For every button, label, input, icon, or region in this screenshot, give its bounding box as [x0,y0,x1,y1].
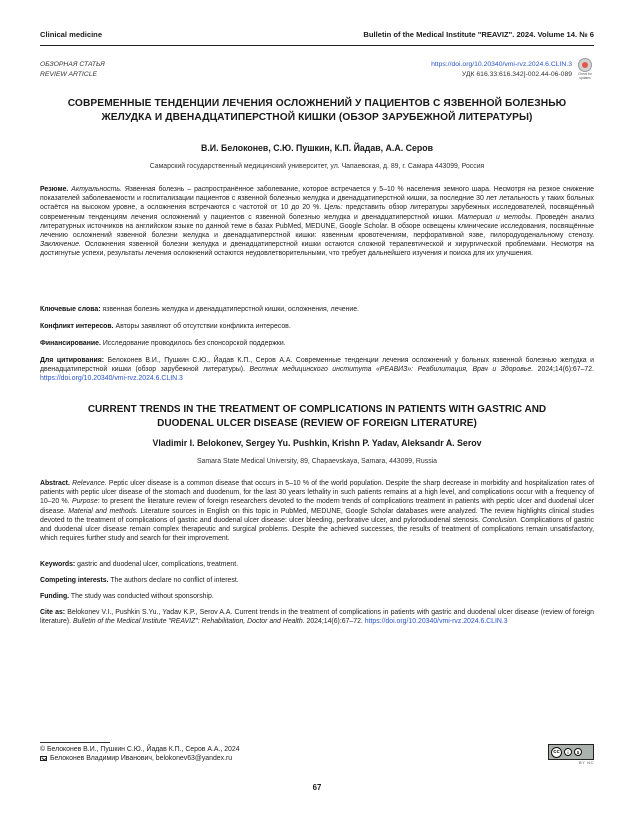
keywords-en: Keywords: gastric and duodenal ulcer, complications, treatment. [40,561,239,568]
article-identifiers [431,60,572,79]
check-for-updates-icon [578,58,592,72]
keywords-ru: Ключевые слова: язвенная болезнь желудка и двенадцатиперстной кишки, осложнения, лечение. [40,306,360,313]
udk-code: УДК 616.33:616.342]-002.44-06-089 [461,70,572,78]
journal-section: Clinical medicine [40,30,103,39]
check-for-updates-badge[interactable] [576,58,594,82]
authors-ru: В.И. Белоконев, С.Ю. Пушкин, К.П. Йадав, А.А. Серов [201,143,433,153]
citation-en: Cite as: Belokonev V.I., Pushkin S.Yu., Yadav K.P., Serov A.A. Current trends in the treatment of complications in patients with gastric and duodenal ulcer disease (review of foreign literature). Bulletin of the Medical Institute "REAVIZ": Rehabilitation, Doctor and Health. 2024;14(6):67–72. https://doi.org/10.20340/vmi-rvz.2024.6.CLIN.3 [40,609,594,626]
citation-ru: Для цитирования: Белоконев В.И., Пушкин С.Ю., Йадав К.П., Серов А.А. Современные тенденции лечения осложнений у больных язвенной болезнью желудка и двенадцатиперстной кишки (обзор зарубежной литературы). Вестник медицинского института «РЕАВИЗ»: Реабилитация, Врач и Здоровье. 2024;14(6):67–72. https://doi.org/10.20340/vmi-rvz.2024.6.CLIN.3 [40,357,595,383]
noncommercial-icon: $ [574,748,582,756]
corresponding-author-email[interactable]: Белоконев Владимир Иванович, belokonev63@yandex.ru [50,755,233,762]
citation-doi-link-en[interactable]: https://doi.org/10.20340/vmi-rvz.2024.6.CLIN.3 [364,618,508,626]
funding-ru: Финансирование. Исследование проводилось без спонсорской поддержки. [40,340,286,347]
check-for-updates-label: Check for updates [578,72,592,80]
cc-license-label: BY NC [579,761,594,765]
envelope-icon [40,756,47,761]
abstract-ru: Резюме. Актуальность. Язвенная болезнь – распространённое заболевание, которое встречается у 5–10 % населения земного шара. Несмотря на резкое снижение показателей заболеваемости и госпитализации пациентов с язвенной болезнью желудка и двенадцатиперстной кишки, за последние 30 лет летальность у таких больных остаётся на высоком уровне, а осложнения встречаются с частотой от 10 до 20 %. Цель: представить обзор литературы зарубежных исследователей, посвящённый современным тенденциям лечения осложнений у пациентов с язвенной болезнью желудка и двенадцатиперстной кишки. Материал и методы. Проведён анализ литературных источников на английском языке по данной теме в базах PubMed, MEDUNE, Google Scholar. В обзоре освещены клинические исследования, посвящённые лечению осложнений язвенной болезни желудка и двенадцатиперстной кишки: язвенным кровотечениям, перфоративной язве, пилородуоденальному стенозу. Заключение. Осложнения язвенной болезни желудка и двенадцатиперстной кишки остаются сложной терапевтической и хирургической проблемами. Несмотря на достигнутые успехи, результаты лечения осложнений остаются неудовлетворительными, что требует дальнейшего изучения и поиска для их улучшения. [40,186,595,258]
abstract-en: Abstract. Relevance. Peptic ulcer disease is a common disease that occurs in 5–10 % of the world population. Despite the sharp decrease in morbidity and hospitalization rates of patients with peptic ulcer disease of the stomach and duodenum, for the last 30 years lethality in such patients remains at a high level, and complications occur with a frequency of 10–20 %. Purpose: to present the literature review of foreign researchers devoted to the modern trends of complications treatment in patients with peptic ulcer and duodenal ulcer disease. Material and methods. Literature sources in English on this topic in PubMed, MEDUNE, Google Scholar databases were analyzed. The review highlights clinical studies devoted to the treatment of complications of gastric and duodenal ulcer disease: ulcer bleeding, perforative ulcer, and pyloroduodenal stenosis. Conclusion. Complications of gastric and duodenal ulcer disease remain complex therapeutic and surgical problems. Despite the achieved successes, the results of treatment of complications remain unsatisfactory, which requires further study and search for their improvement. [40,480,594,543]
citation-doi-link-ru[interactable]: https://doi.org/10.20340/vmi-rvz.2024.6.CLIN.3 [40,375,183,383]
attribution-icon: i [564,748,572,756]
article-title-en: CURRENT TRENDS IN THE TREATMENT OF COMPLICATIONS IN PATIENTS WITH GASTRIC AND DUODENAL ULCER DISEASE (REVIEW OF FOREIGN LITERATURE) [87,404,547,429]
cc-icon: cc [551,747,562,758]
header-divider [40,45,594,46]
competing-interests-en: Competing interests. The authors declare no conflict of interest. [40,577,239,584]
footer-divider [40,742,110,743]
cc-license-badge[interactable] [548,744,594,760]
article-type [40,60,105,79]
corresponding-author [40,755,232,762]
affiliation-ru: Самарский государственный медицинский университет, ул. Чапаевская, д. 89, г. Самара 443099, Россия [149,163,485,170]
doi-link[interactable]: https://doi.org/10.20340/vmi-rvz.2024.6.CLIN.3 [431,61,572,68]
funding-en: Funding. The study was conducted without sponsorship. [40,593,214,600]
article-type-en: REVIEW ARTICLE [40,70,98,78]
affiliation-en: Samara State Medical University, 89, Chapaevskaya, Samara, 443099, Russia [196,458,437,465]
article-type-ru: ОБЗОРНАЯ СТАТЬЯ [40,61,105,68]
authors-en: Vladimir I. Belokonev, Sergey Yu. Pushkin, Krishn P. Yadav, Aleksandr A. Serov [152,438,482,448]
running-header [40,30,594,44]
copyright-notice: © Белоконев В.И., Пушкин С.Ю., Йадав К.П., Серов А.А., 2024 [40,746,240,753]
article-title-ru: СОВРЕМЕННЫЕ ТЕНДЕНЦИИ ЛЕЧЕНИЯ ОСЛОЖНЕНИЙ У ПАЦИЕНТОВ С ЯЗВЕННОЙ БОЛЕЗНЬЮ ЖЕЛУДКА И ДВЕНАДЦАТИПЕРСТНОЙ КИШКИ (ОБЗОР ЗАРУБЕЖНОЙ ЛИТЕРАТУРЫ) [67,98,567,123]
conflict-of-interest-ru: Конфликт интересов. Авторы заявляют об отсутствии конфликта интересов. [40,323,291,330]
journal-info: Bulletin of the Medical Institute "REAVIZ". 2024. Volume 14. № 6 [363,30,594,39]
page-number: 67 [312,783,322,792]
